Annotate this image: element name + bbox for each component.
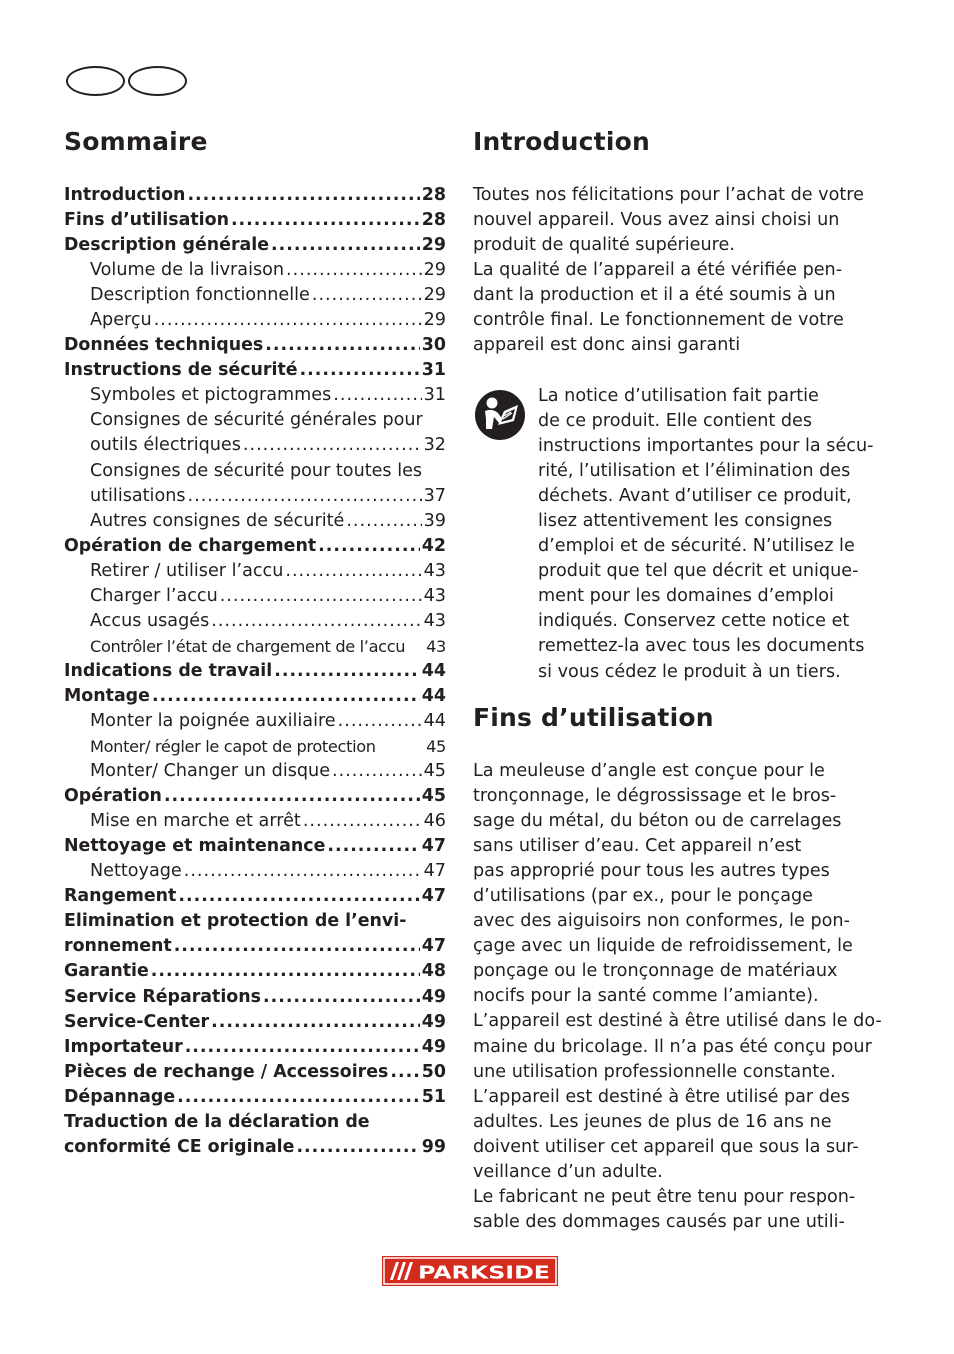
toc-entry[interactable]: [64, 934, 446, 959]
toc-entry-label: Service Réparations: [64, 986, 261, 1007]
toc-entry-label: Aperçu: [90, 310, 152, 331]
toc-entry-label: utilisations: [90, 485, 186, 506]
text-line: adultes. Les jeunes de plus de 16 ans ne: [473, 1111, 832, 1132]
toc-leader-dots: [185, 1035, 420, 1060]
toc-leader-dots: [154, 308, 422, 333]
text-line: sans utiliser d’eau. Cet appareil n’est: [473, 836, 802, 857]
toc-entry-page: 99: [421, 1136, 446, 1157]
text-line: remettez-la avec tous les documents: [538, 636, 865, 657]
toc-entry-label: Symboles et pictogrammes: [90, 385, 332, 406]
text-line: doivent utiliser cet appareil que sous la sur-: [473, 1136, 859, 1157]
toc-entry-label: Autres consignes de sécurité: [90, 510, 345, 531]
toc-entry-label: Instructions de sécurité: [64, 360, 298, 381]
text-line: déchets. Avant d’utiliser ce produit,: [538, 486, 852, 507]
toc-title: Sommaire: [64, 127, 208, 156]
toc-entry[interactable]: [64, 433, 446, 458]
text-line: tronçonnage, le dégrossissage et le bros-: [473, 786, 837, 807]
text-line: Toutes nos félicitations pour l’achat de votre: [473, 185, 864, 205]
toc-entry-label: Elimination et protection de l’envi-: [64, 911, 407, 932]
toc-leader-dots: [220, 584, 422, 609]
toc-entry[interactable]: [64, 509, 446, 534]
toc-entry[interactable]: [64, 1110, 446, 1135]
text-line: indiqués. Conservez cette notice et: [538, 611, 850, 632]
toc-entry-page: 51: [421, 1086, 446, 1107]
toc-entry[interactable]: [64, 459, 446, 484]
toc-leader-dots: [271, 233, 420, 258]
toc-entry-page: 46: [423, 811, 446, 832]
toc-entry-page: 37: [423, 485, 446, 506]
parkside-logo: [382, 1256, 558, 1286]
toc-entry[interactable]: [64, 1010, 446, 1035]
text-line: de ce produit. Elle contient des: [538, 411, 813, 432]
toc-entry-page: 43: [426, 636, 446, 656]
toc-entry-page: 49: [421, 1011, 446, 1032]
toc-entry-page: 44: [421, 685, 446, 706]
toc-leader-dots: [327, 834, 419, 859]
toc-entry[interactable]: [64, 709, 446, 734]
toc-entry-page: 31: [423, 385, 446, 406]
text-line: ment pour les domaines d’emploi: [538, 586, 834, 607]
toc-entry-label: Montage: [64, 685, 150, 706]
toc-entry[interactable]: [64, 909, 446, 934]
toc-entry[interactable]: [64, 208, 446, 233]
toc-entry[interactable]: [64, 183, 446, 208]
toc-leader-dots: [332, 759, 422, 784]
language-badge: [66, 66, 125, 96]
toc-entry-page: 47: [421, 836, 446, 857]
toc-leader-dots: [346, 509, 421, 534]
text-line: lisez attentivement les consignes: [538, 511, 833, 532]
toc-entry-page: 47: [421, 936, 446, 957]
text-line: maine du bricolage. Il n’a pas été conçu pour: [473, 1036, 872, 1057]
toc-entry[interactable]: [64, 985, 446, 1010]
toc-entry-page: 49: [421, 986, 446, 1007]
notice-paragraph: [538, 384, 874, 685]
toc-entry[interactable]: [64, 484, 446, 509]
toc-entry-label: Description générale: [64, 235, 270, 256]
toc-entry-page: 48: [421, 961, 446, 982]
toc-entry-page: 29: [423, 285, 446, 306]
toc-entry[interactable]: [64, 258, 446, 283]
toc-entry[interactable]: [64, 809, 446, 834]
toc-leader-dots: [152, 684, 420, 709]
text-line: nouvel appareil. Vous avez ainsi choisi un: [473, 210, 840, 231]
toc-entry[interactable]: [64, 1060, 446, 1085]
toc-leader-dots: [274, 659, 420, 684]
toc-leader-dots: [263, 985, 420, 1010]
toc-entry[interactable]: [64, 759, 446, 784]
toc-entry-label: Nettoyage et maintenance: [64, 836, 326, 857]
toc-entry-label: Monter/ régler le capot de protection: [90, 737, 376, 757]
read-manual-icon: [474, 389, 526, 441]
toc-entry[interactable]: [64, 859, 446, 884]
toc-entry-label: Dépannage: [64, 1086, 176, 1107]
text-line: instructions importantes pour la sécu-: [538, 436, 874, 457]
text-line: sable des dommages causés par une utili-: [473, 1211, 845, 1232]
toc-entry-label: Description fonctionnelle: [90, 285, 310, 306]
text-line: rité, l’utilisation et l’élimination des: [538, 461, 851, 482]
toc-entry[interactable]: [64, 233, 446, 258]
toc-entry[interactable]: [64, 534, 446, 559]
toc-entry[interactable]: [64, 1035, 446, 1060]
toc-entry-label: Charger l’accu: [90, 585, 218, 606]
toc-entry[interactable]: [64, 1135, 446, 1160]
toc-entry[interactable]: [64, 609, 446, 634]
text-line: La qualité de l’appareil a été vérifiée pen-: [473, 260, 843, 281]
toc-leader-dots: [338, 709, 422, 734]
toc-entry[interactable]: [64, 634, 446, 659]
text-line: si vous cédez le produit à un tiers.: [538, 661, 841, 682]
text-line: çage avec un liquide de refroidissement, le: [473, 936, 853, 957]
text-line: une utilisation professionnelle constante.: [473, 1061, 836, 1082]
toc-entry-label: Pièces de rechange / Accessoires: [64, 1061, 389, 1082]
toc-entry-page: 29: [421, 235, 446, 256]
toc-leader-dots: [188, 484, 422, 509]
text-line: produit que tel que décrit et unique-: [538, 561, 859, 582]
toc-entry-page: 30: [421, 335, 446, 356]
toc-entry[interactable]: [64, 784, 446, 809]
toc-entry[interactable]: [64, 659, 446, 684]
toc-entry-label: Monter la poignée auxiliaire: [90, 710, 336, 731]
fins-title: Fins d’utilisation: [473, 703, 714, 732]
toc-entry-page: 43: [423, 610, 446, 631]
toc-entry-page: 42: [421, 535, 446, 556]
toc-entry-page: 44: [423, 710, 446, 731]
toc-entry-page: 39: [423, 510, 446, 531]
toc-entry-label: Service-Center: [64, 1011, 210, 1032]
toc-entry-page: 29: [423, 260, 446, 281]
toc-leader-dots: [390, 1060, 419, 1085]
toc-entry-label: Consignes de sécurité pour toutes les: [90, 460, 423, 481]
toc-leader-dots: [243, 433, 422, 458]
toc-entry[interactable]: [64, 584, 446, 609]
toc-entry-page: 43: [423, 560, 446, 581]
toc-leader-dots: [231, 208, 420, 233]
toc-entry-page: 45: [421, 786, 446, 807]
fins-paragraph: [473, 759, 882, 1235]
text-line: d’utilisations (par ex., pour le ponçage: [473, 886, 813, 907]
text-line: d’emploi et de sécurité. N’utilisez le: [538, 536, 855, 557]
table-of-contents: [64, 183, 446, 1160]
text-line: avec des aiguisoirs non conformes, le pon-: [473, 911, 850, 932]
toc-entry-page: 29: [423, 310, 446, 331]
toc-entry-label: Opération: [64, 786, 162, 807]
toc-entry[interactable]: [64, 283, 446, 308]
text-line: La notice d’utilisation fait partie: [538, 386, 819, 406]
toc-entry-label: conformité CE originale: [64, 1136, 295, 1157]
toc-entry[interactable]: [64, 959, 446, 984]
toc-entry-label: Indications de travail: [64, 660, 273, 681]
introduction-title: Introduction: [473, 127, 650, 156]
toc-entry-page: 28: [421, 185, 446, 205]
toc-entry-page: 49: [421, 1036, 446, 1057]
toc-leader-dots: [178, 884, 419, 909]
toc-entry-label: Importateur: [64, 1036, 183, 1057]
toc-leader-dots: [177, 1085, 420, 1110]
toc-entry-label: Retirer / utiliser l’accu: [90, 560, 284, 581]
toc-entry-page: 47: [421, 886, 446, 907]
toc-entry[interactable]: [64, 408, 446, 433]
text-line: L’appareil est destiné à être utilisé par des: [473, 1086, 850, 1107]
text-line: L’appareil est destiné à être utilisé dans le do-: [473, 1011, 882, 1032]
toc-leader-dots: [211, 609, 421, 634]
text-line: nocifs pour la santé comme l’amiante).: [473, 986, 819, 1007]
toc-entry-page: 50: [421, 1061, 446, 1082]
toc-entry-page: 45: [423, 761, 446, 782]
toc-entry-label: Garantie: [64, 961, 149, 982]
toc-entry-label: Fins d’utilisation: [64, 210, 229, 231]
toc-entry-label: Mise en marche et arrêt: [90, 811, 301, 832]
toc-entry-label: ronnement: [64, 936, 172, 957]
toc-leader-dots: [300, 358, 420, 383]
text-line: appareil est donc ainsi garanti: [473, 335, 741, 356]
toc-entry-label: Volume de la livraison: [90, 260, 285, 281]
logo-text: PARKSIDE: [418, 1262, 550, 1284]
toc-leader-dots: [286, 258, 422, 283]
toc-entry-label: outils électriques: [90, 435, 241, 456]
text-line: La meuleuse d’angle est conçue pour le: [473, 761, 825, 781]
toc-entry[interactable]: [64, 383, 446, 408]
text-line: Le fabricant ne peut être tenu pour respon-: [473, 1186, 856, 1207]
text-line: contrôle final. Le fonctionnement de votre: [473, 310, 844, 331]
toc-entry-page: 44: [421, 660, 446, 681]
introduction-paragraph: [473, 183, 863, 358]
toc-entry[interactable]: [64, 734, 446, 759]
toc-entry-page: 31: [421, 360, 446, 381]
toc-entry-label: Opération de chargement: [64, 535, 317, 556]
toc-entry-label: Accus usagés: [90, 610, 210, 631]
toc-entry-page: 45: [426, 737, 446, 757]
toc-leader-dots: [333, 383, 421, 408]
toc-leader-dots: [318, 534, 420, 559]
toc-leader-dots: [265, 333, 420, 358]
toc-entry[interactable]: [64, 684, 446, 709]
toc-leader-dots: [164, 784, 420, 809]
toc-entry-label: Consignes de sécurité générales pour: [90, 410, 423, 431]
toc-leader-dots: [312, 283, 422, 308]
toc-entry-label: Données techniques: [64, 335, 264, 356]
toc-entry-label: Nettoyage: [90, 861, 182, 882]
toc-entry[interactable]: [64, 358, 446, 383]
toc-entry[interactable]: [64, 333, 446, 358]
text-line: sage du métal, du béton ou de carrelages: [473, 811, 842, 832]
toc-entry-page: 43: [423, 585, 446, 606]
toc-entry[interactable]: [64, 308, 446, 333]
toc-entry-page: 28: [421, 210, 446, 231]
toc-leader-dots: [151, 959, 420, 984]
toc-entry[interactable]: [64, 884, 446, 909]
text-line: veillance d’un adulte.: [473, 1161, 663, 1182]
language-badges: [66, 66, 190, 98]
toc-leader-dots: [187, 183, 419, 208]
language-badge: [128, 66, 187, 96]
toc-leader-dots: [296, 1135, 419, 1160]
toc-leader-dots: [285, 559, 421, 584]
toc-entry-page: 47: [423, 861, 446, 882]
toc-entry[interactable]: [64, 834, 446, 859]
toc-entry[interactable]: [64, 559, 446, 584]
text-line: ponçage ou le tronçonnage de matériaux: [473, 961, 838, 982]
toc-entry-label: Introduction: [64, 185, 186, 205]
toc-entry-label: Traduction de la déclaration de: [64, 1111, 370, 1132]
toc-entry-label: Monter/ Changer un disque: [90, 761, 331, 782]
toc-leader-dots: [174, 934, 420, 959]
text-line: produit de qualité supérieure.: [473, 235, 735, 256]
toc-leader-dots: [211, 1010, 420, 1035]
toc-leader-dots: [303, 809, 422, 834]
text-line: dant la production et il a été soumis à un: [473, 285, 836, 306]
toc-entry-label: Contrôler l’état de chargement de l’accu: [90, 636, 406, 656]
toc-entry[interactable]: [64, 1085, 446, 1110]
toc-leader-dots: [184, 859, 422, 884]
toc-entry-page: 32: [423, 435, 446, 456]
text-line: pas approprié pour tous les autres types: [473, 861, 830, 882]
toc-entry-label: Rangement: [64, 886, 177, 907]
